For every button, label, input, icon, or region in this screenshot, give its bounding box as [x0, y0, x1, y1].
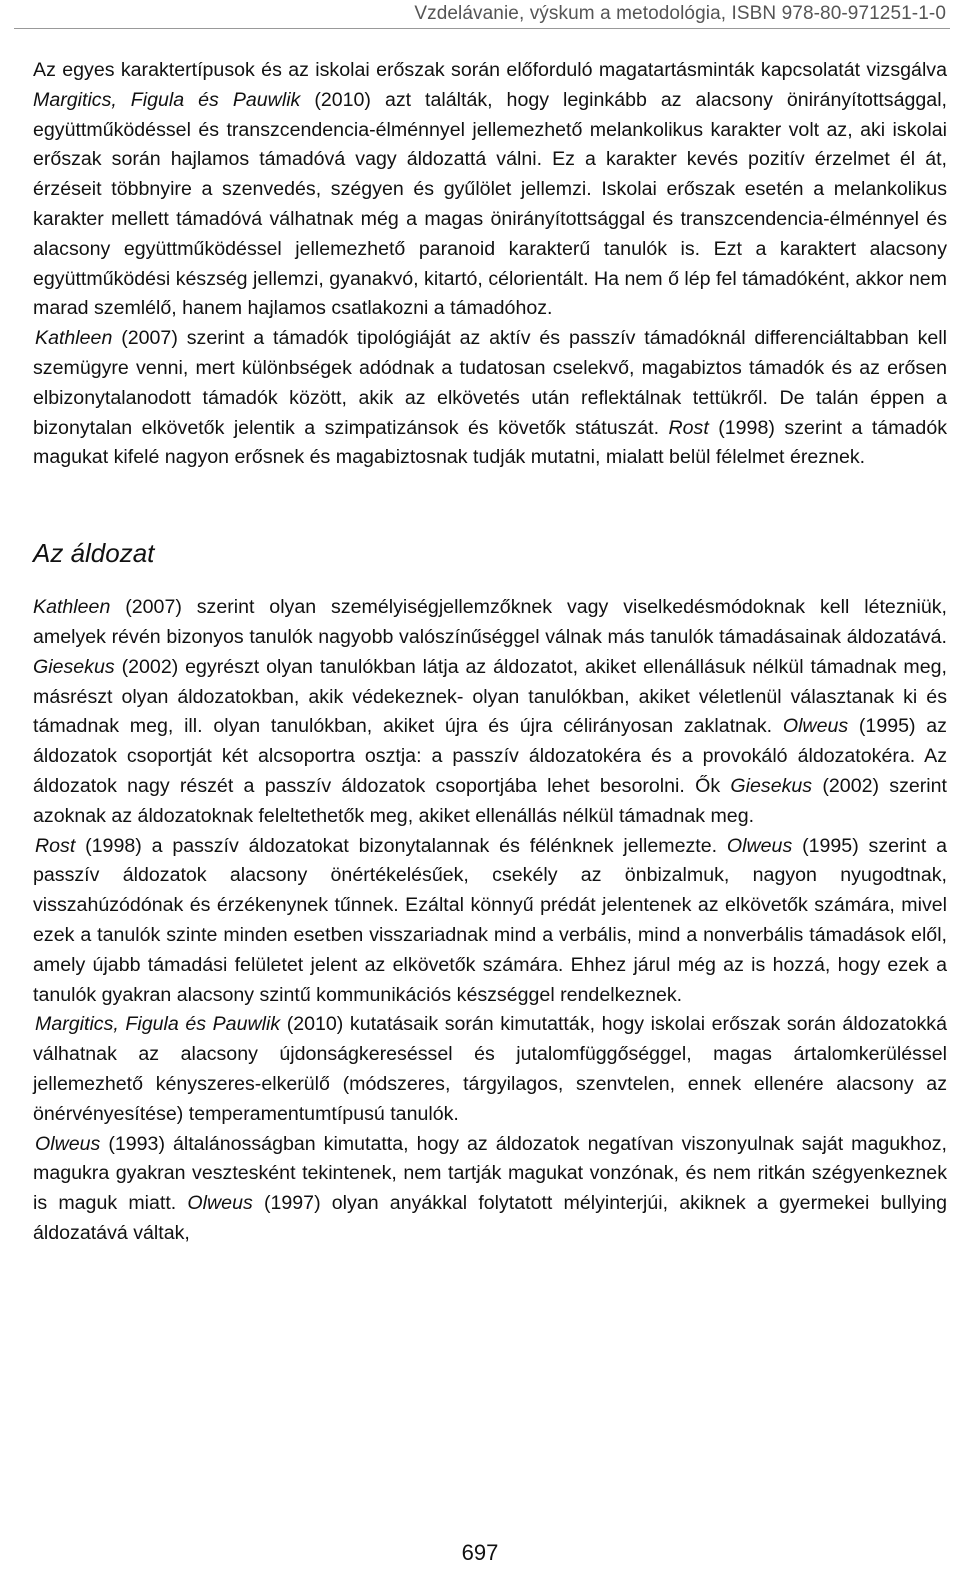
cited-author: Rost — [35, 834, 76, 857]
cited-author: Kathleen — [35, 327, 113, 350]
paragraph-text: (1993) általánosságban kimutatta, hogy az áldozatok negatívan viszonyulnak saját magukhoz, magukra gyakran vesztesként tekintenek, nem tartják magukat vonzónak, és nem ritkán szégyenkeznek is maguk miatt. — [33, 1132, 947, 1215]
cited-author: Olweus — [187, 1192, 253, 1215]
running-header: Vzdelávanie, výskum a metodológia, ISBN 978-80-971251-1-0 — [414, 3, 946, 24]
paragraph-text: (2010) azt találták, hogy leginkább az alacsony önirányítottsággal, együttműködéssel és transzcendencia-élménnyel jellemezhető melankolikus karakter volt az, aki iskolai erőszak során hajlamos támadóvá vagy áldozattá válni. Ez a karakter kevés pozitív érzelmet él át, érzéseit többnyire a szenvedés, szégyen és gyűlölet jellemzi. Iskolai erőszak esetén a melankolikus karakter mellett támadóvá válhatnak még a magas önirányítottsággal és transzcendencia-élménnyel és alacsony együttműködéssel jellemezhető paranoid karakterű tanulók is. Ezt a karaktert alacsony együttműködési készség jellemzi, gyanakvó, kitartó, célorientált. Ha nem ő lép fel támadóként, akkor nem marad szemlélő, hanem hajlamos csatlakozni a támadóhoz. — [33, 88, 947, 320]
body-paragraph — [33, 593, 947, 831]
cited-author: Olweus — [726, 834, 793, 857]
section-heading: Az áldozat — [33, 538, 155, 569]
paragraphs-before-heading — [33, 56, 947, 473]
body-paragraph — [33, 832, 947, 1011]
body-paragraph — [33, 324, 947, 473]
cited-author: Giesekus — [730, 774, 813, 797]
cited-author: Olweus — [35, 1132, 101, 1155]
paragraph-text: (2007) szerint olyan személyiségjellemzőknek vagy viselkedésmódoknak kell létezniük, amelyek révén bizonyos tanulók nagyobb valószínűséggel válnak más tanulók támadásainak áldozatává. — [33, 596, 947, 648]
header-divider — [14, 28, 950, 29]
page-number: 697 — [461, 1540, 499, 1565]
paragraph-text: (1997) olyan anyákkal folytatott mélyinterjúi, akiknek a gyermekei bullying áldozatává váltak, — [33, 1192, 947, 1244]
paragraph-text: (1995) szerint a passzív áldozatok alacsony önértékelésűek, csekély az önbizalmuk, nagyon nyugodtnak, visszahúzódónak és érzékenynek tűnnek. Ezáltal könnyű prédát jelentenek az elkövetők számára, mivel ezek a tanulók szinte minden esetben visszariadnak mind a verbális, mind a nonverbális támadások elől, amely újabb támadási felületet jelent az elkövetők számára. Ehhez járul még az is hozzá, hogy ezek a tanulók gyakran alacsony szintű kommunikációs készséggel rendelkeznek. — [33, 834, 947, 1006]
paragraph-text: (1998) a passzív áldozatokat bizonytalannak és félénknek jellemezte. — [75, 834, 727, 857]
cited-author: Margitics, Figula és Pauwlik — [35, 1013, 281, 1036]
paragraph-text: (2007) szerint a támadók tipológiáját az aktív és passzív támadóknál differenciáltabban kell szemügyre venni, mert különbségek adódnak a tudatosan cselekvő, magabiztos támadók és az erősen elbizonytalanodott támadók között, akik az elkövetés után reflektálnak tettükről. De talán éppen a bizonytalan elkövetők jelentik a szimpatizánsok és követők státuszát. — [33, 327, 947, 439]
paragraph-text: (2002) egyrészt olyan tanulókban látja az áldozatot, akiket ellenállásuk nélkül támadnak meg, másrészt olyan áldozatokban, akik védekeznek- olyan tanulókban, akiket véletlenül választanak ki és támadnak meg, ill. olyan tanulókban, akiket újra és újra célirányosan zaklatnak. — [33, 655, 947, 738]
cited-author: Giesekus — [33, 655, 115, 678]
paragraph-text: (1995) az áldozatok csoportját két alcsoportra osztja: a passzív áldozatokéra és a provokáló áldozatokéra. Az áldozatok nagy részét a passzív áldozatok csoportjába lehet besorolni. Ők — [33, 715, 947, 797]
body-paragraph — [33, 56, 947, 324]
cited-author: Kathleen — [33, 596, 111, 619]
body-paragraph — [33, 1010, 947, 1129]
body-paragraph — [33, 1130, 947, 1249]
cited-author: Olweus — [782, 715, 849, 738]
cited-author: Margitics, Figula és Pauwlik — [33, 88, 301, 111]
cited-author: Rost — [668, 416, 709, 439]
paragraphs-after-heading — [33, 593, 947, 1249]
page-body — [33, 56, 947, 1249]
paragraph-text: Az egyes karaktertípusok és az iskolai erőszak során előforduló magatartásminták kapcsolatát vizsgálva — [33, 59, 947, 81]
paragraph-text: (1998) szerint a támadók magukat kifelé nagyon erősnek és magabiztosnak tudják mutatni, mialatt belül félelmet éreznek. — [33, 416, 948, 469]
paragraph-text: (2002) szerint azoknak az áldozatoknak feleltethetők meg, akiket ellenállás nélkül támadnak meg. — [33, 774, 947, 827]
paragraph-text: (2010) kutatásaik során kimutatták, hogy iskolai erőszak során áldozatokká válhatnak az alacsony újdonságkereséssel és jutalomfüggőséggel, magas ártalomkerüléssel jellemezhető kényszeres-elkerülő (módszeres, tárgyilagos, szenvtelen, ennek ellenére alacsony az önérvényesítése) temperamentumtípusú tanulók. — [33, 1013, 947, 1125]
